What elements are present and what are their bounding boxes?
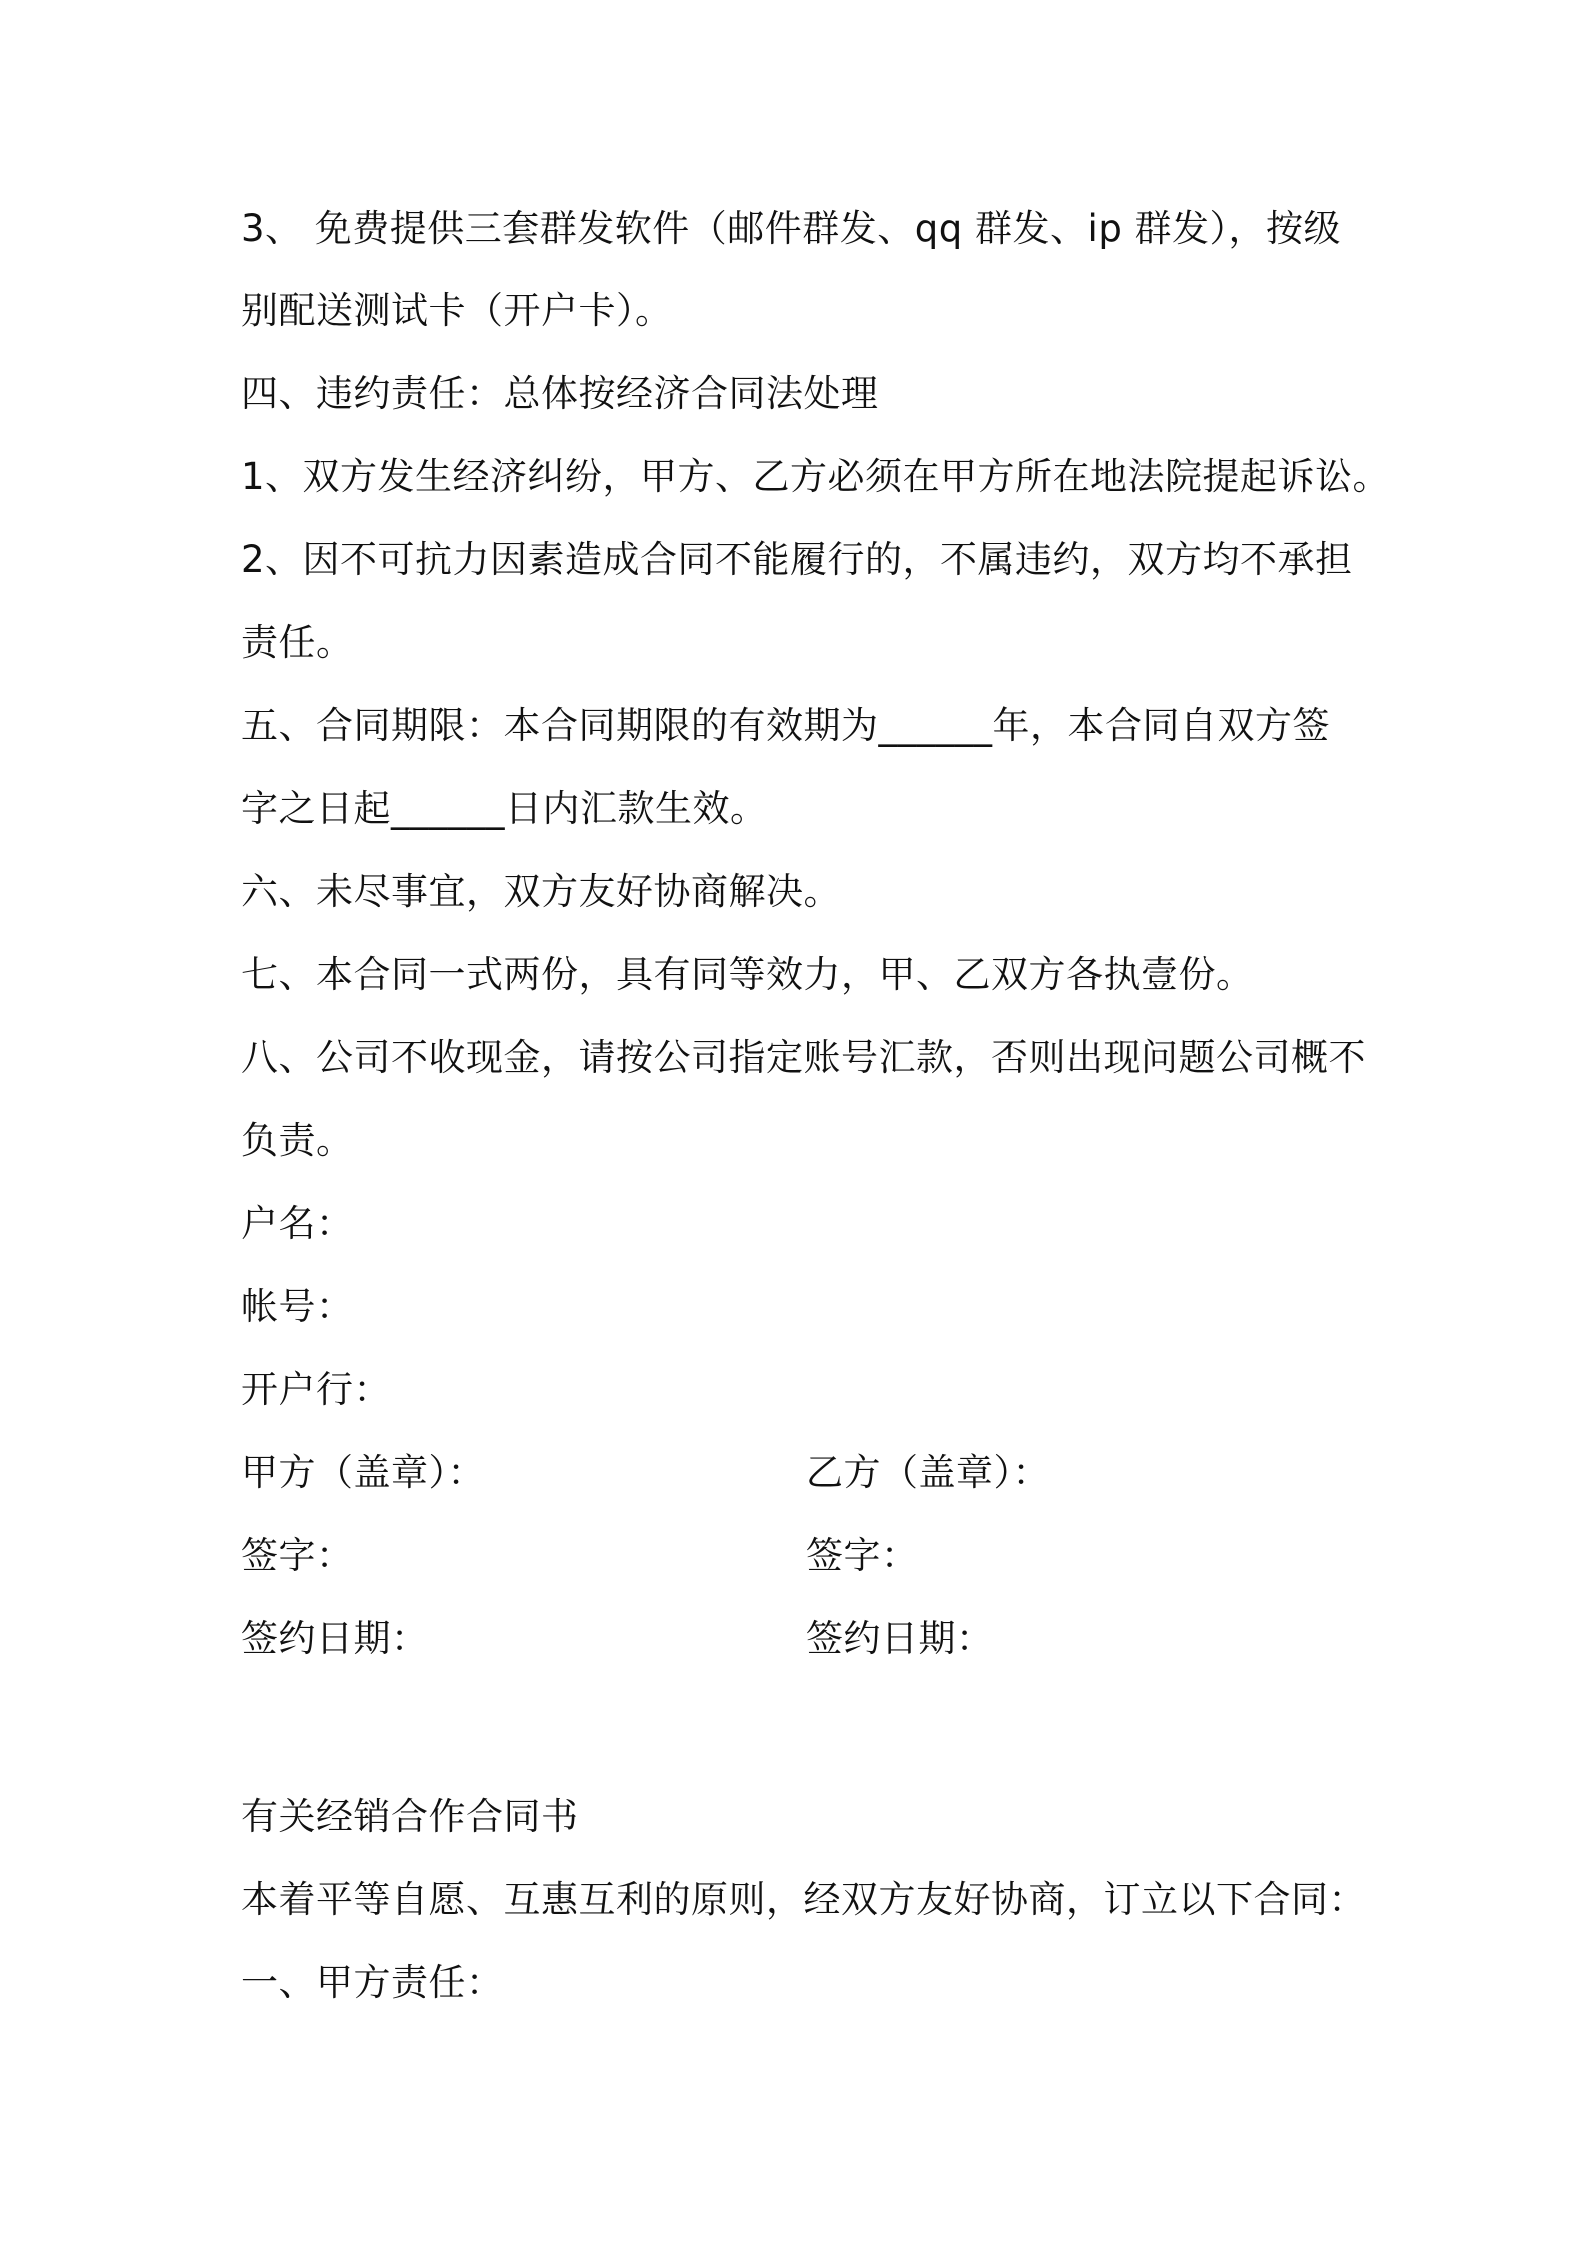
paragraph-line: 别配送测试卡（开户卡）。 (241, 289, 673, 332)
section-heading: 一、甲方责任： (241, 1961, 504, 2004)
contract-title: 有关经销合作合同书 (241, 1795, 579, 1838)
party-b-date-label: 签约日期： (806, 1617, 994, 1660)
paragraph-line: 字之日起______日内汇款生效。 (241, 787, 768, 830)
party-b-seal-label: 乙方（盖章）： (806, 1451, 1050, 1494)
party-a-seal-label: 甲方（盖章）： (241, 1451, 485, 1494)
section-heading: 五、合同期限：本合同期限的有效期为______年，本合同自双方签 (241, 704, 1330, 747)
section-heading: 六、未尽事宜，双方友好协商解决。 (241, 870, 841, 913)
section-heading: 七、本合同一式两份，具有同等效力，甲、乙双方各执壹份。 (241, 953, 1254, 996)
party-a-sign-label: 签字： (241, 1534, 354, 1577)
contract-intro: 本着平等自愿、互惠互利的原则，经双方友好协商，订立以下合同： (241, 1878, 1366, 1921)
account-number-label: 帐号： (241, 1285, 354, 1328)
party-b-sign-label: 签字： (806, 1534, 919, 1577)
paragraph-line: 负责。 (241, 1119, 354, 1162)
section-heading: 四、违约责任：总体按经济合同法处理 (241, 372, 879, 415)
party-a-date-label: 签约日期： (241, 1617, 429, 1660)
paragraph-line: 2、因不可抗力因素造成合同不能履行的，不属违约，双方均不承担 (241, 538, 1353, 581)
paragraph-line: 1、双方发生经济纠纷，甲方、乙方必须在甲方所在地法院提起诉讼。 (241, 455, 1391, 498)
bank-label: 开户行： (241, 1368, 391, 1411)
account-name-label: 户名： (241, 1202, 354, 1245)
paragraph-line: 责任。 (241, 621, 354, 664)
paragraph-line: 3、 免费提供三套群发软件（邮件群发、qq 群发、ip 群发），按级 (241, 207, 1342, 250)
section-heading: 八、公司不收现金，请按公司指定账号汇款，否则出现问题公司概不 (241, 1036, 1366, 1079)
